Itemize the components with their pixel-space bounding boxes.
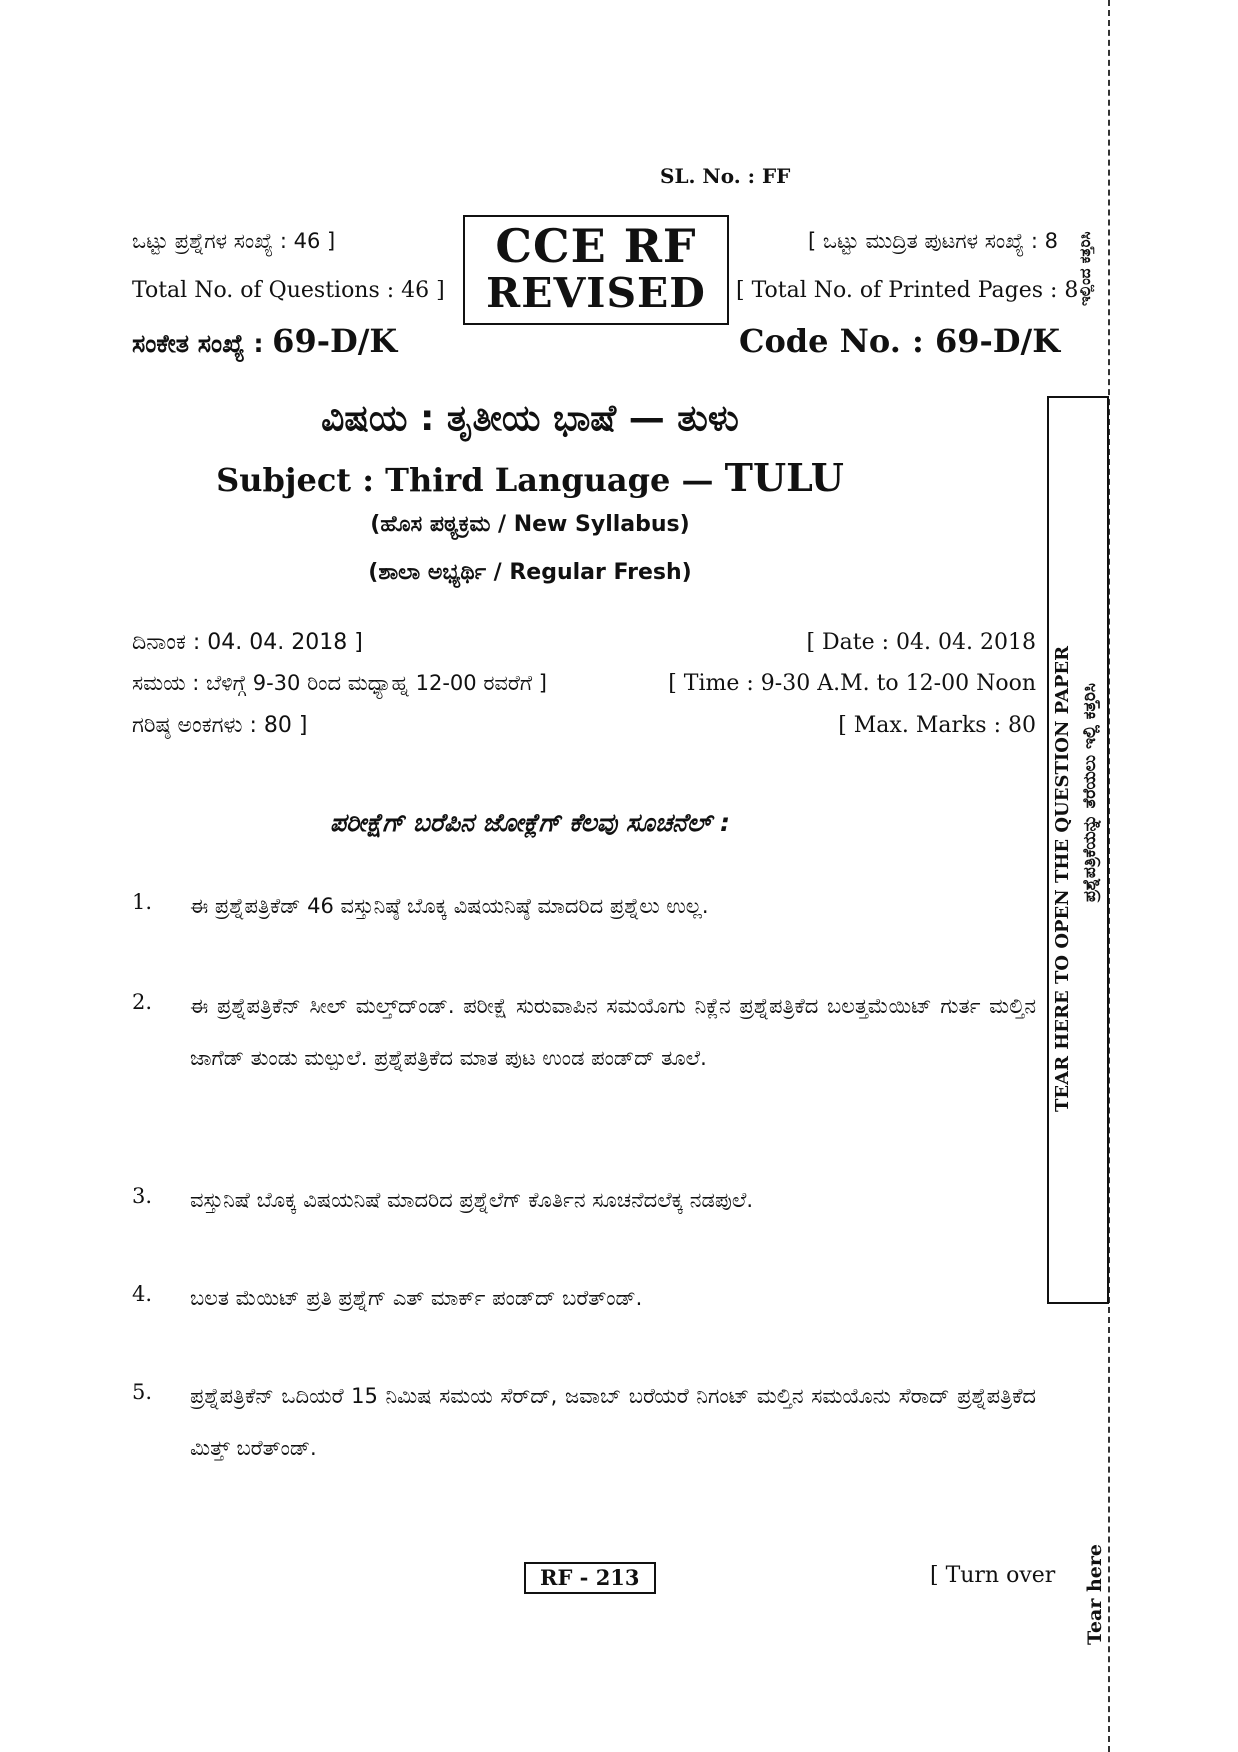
code-kannada-label: ಸಂಕೇತ ಸಂಖ್ಯೆ : bbox=[132, 329, 273, 358]
candidate-type-line: (ಶಾಲಾ ಅಭ್ಯರ್ಥಿ / Regular Fresh) bbox=[368, 560, 692, 585]
code-kannada-value: 69-D/K bbox=[272, 322, 398, 360]
subject-language: TULU bbox=[724, 455, 844, 500]
max-marks-english: [ Max. Marks : 80 bbox=[838, 713, 1036, 738]
exam-time-kannada: ಸಮಯ : ಬೆಳಿಗ್ಗೆ 9-30 ರಿಂದ ಮಧ್ಯಾಹ್ನ 12-00 ರವರೆಗೆ ] bbox=[132, 671, 547, 695]
instruction-number: 5. bbox=[132, 1380, 153, 1404]
total-questions-english: Total No. of Questions : 46 ] bbox=[132, 278, 445, 303]
instruction-text: ವಸ್ತುನಿಷೆ ಬೊಕ್ಕ ವಿಷಯನಿಷೆ ಮಾದರಿದ ಪ್ರಶ್ನೆಲೆಗ್ ಕೊರ್ತಿನ ಸೂಚನೆದಲೆಕ್ಕ ನಡಪುಲೆ. bbox=[190, 1188, 754, 1212]
exam-date-english: [ Date : 04. 04. 2018 bbox=[806, 630, 1036, 655]
total-questions-kannada: ಒಟ್ಟು ಪ್ರಶ್ನೆಗಳ ಸಂಖ್ಯೆ : 46 ] bbox=[132, 229, 336, 253]
instruction-number: 3. bbox=[132, 1184, 153, 1208]
tear-instruction-kannada: ಪ್ರಶ್ನೆಪತ್ರಿಕೆಯನ್ನು ತೆರೆಯಲು ಇಲ್ಲಿ ಕತ್ತರಿಸಿ bbox=[1080, 683, 1100, 902]
instruction-text: ಪ್ರಶ್ನೆಪತ್ರಿಕೆನ್ ಒದಿಯರೆ 15 ನಿಮಿಷ ಸಮಯ ಸೆರ್‌ದ್, ಜವಾಬ್ ಬರೆಯರೆ ನಿಗಂಟ್ ಮಲ್ತಿನ ಸಮಯೊನು ಸೆರಾದ್ ಪ್ರಶ್ನೆಪತ್ರಿಕೆದ ಮಿತ್ತ್ ಬರೆತ್‌ಂಡ್. bbox=[190, 1384, 1036, 1460]
box-line-2: REVISED bbox=[486, 269, 706, 317]
exam-date-kannada: ದಿನಾಂಕ : 04. 04. 2018 ] bbox=[132, 630, 363, 655]
serial-number: SL. No. : FF bbox=[660, 164, 791, 188]
code-number-english: Code No. : 69-D/K bbox=[738, 322, 1060, 360]
instruction-text: ಬಲತ ಮೆಯಿಟ್ ಪ್ರತಿ ಪ್ರಶ್ನೆಗ್ ಎತ್ ಮಾರ್ಕ್ ಪಂಡ್‌ದ್ ಬರೆತ್‌ಂಡ್. bbox=[190, 1286, 643, 1310]
footer-code-box: RF - 213 bbox=[524, 1562, 656, 1594]
tear-here-label: Tear here bbox=[1084, 1544, 1106, 1645]
subject-english-prefix: Subject : Third Language — bbox=[216, 461, 725, 499]
instruction-text: ಈ ಪ್ರಶ್ನೆಪತ್ರಿಕೆಡ್ 46 ವಸ್ತುನಿಷ್ಠೆ ಬೊಕ್ಕ ವಿಷಯನಿಷ್ಠೆ ಮಾದರಿದ ಪ್ರಶ್ನೆಲು ಉಲ್ಲ. bbox=[190, 894, 709, 918]
tear-instruction-english: TEAR HERE TO OPEN THE QUESTION PAPER bbox=[1052, 645, 1073, 1112]
turn-over-label: [ Turn over bbox=[930, 1563, 1056, 1588]
instruction-text: ಈ ಪ್ರಶ್ನೆಪತ್ರಿಕೆನ್ ಸೀಲ್ ಮಲ್ತ್‌ದ್‌ಂಡ್. ಪರೀಕ್ಷೆ ಸುರುವಾಪಿನ ಸಮಯೊಗು ನಿಕ್ಲೆನ ಪ್ರಶ್ನೆಪತ್ರಿಕೆದ ಬಲತ್ತಮೆಯಿಟ್ ಗುರ್ತ ಮಲ್ತಿನ ಜಾಗೆಡ್ ತುಂಡು ಮಲ್ಪುಲೆ. ಪ್ರಶ್ನೆಪತ್ರಿಕೆದ ಮಾತ ಪುಟ ಉಂಡ ಪಂಡ್‌ದ್ ತೂಲೆ. bbox=[190, 994, 1036, 1070]
syllabus-line: (ಹೊಸ ಪಠ್ಯಕ್ರಮ / New Syllabus) bbox=[370, 512, 690, 537]
subject-kannada: ವಿಷಯ : ತೃತೀಯ ಭಾಷೆ — ತುಳು bbox=[321, 398, 739, 439]
printed-pages-english: [ Total No. of Printed Pages : 8 bbox=[736, 278, 1079, 303]
subject-english bbox=[0, 455, 1060, 500]
instruction-number: 2. bbox=[132, 990, 153, 1014]
printed-pages-kannada: [ ಒಟ್ಟು ಮುದ್ರಿತ ಪುಟಗಳ ಸಂಖ್ಯೆ : 8 bbox=[807, 229, 1058, 253]
instruction-number: 1. bbox=[132, 890, 153, 914]
cce-rf-revised-box bbox=[463, 215, 729, 325]
instructions-heading: ಪರೀಕ್ಷೆಗ್ ಬರೆಪಿನ ಜೋಕ್ಲೆಗ್ ಕೆಲವು ಸೂಚನೆಲ್ : bbox=[329, 808, 731, 837]
exam-time-english: [ Time : 9-30 A.M. to 12-00 Noon bbox=[668, 671, 1036, 696]
cut-here-kannada: ಇಲ್ಲಿಂದ ಕತ್ತರಿಸಿ bbox=[1076, 231, 1094, 306]
max-marks-kannada: ಗರಿಷ್ಠ ಅಂಕಗಳು : 80 ] bbox=[132, 713, 308, 738]
instruction-number: 4. bbox=[132, 1282, 153, 1306]
box-line-1: CCE RF bbox=[495, 219, 697, 273]
code-number-kannada bbox=[132, 322, 397, 360]
